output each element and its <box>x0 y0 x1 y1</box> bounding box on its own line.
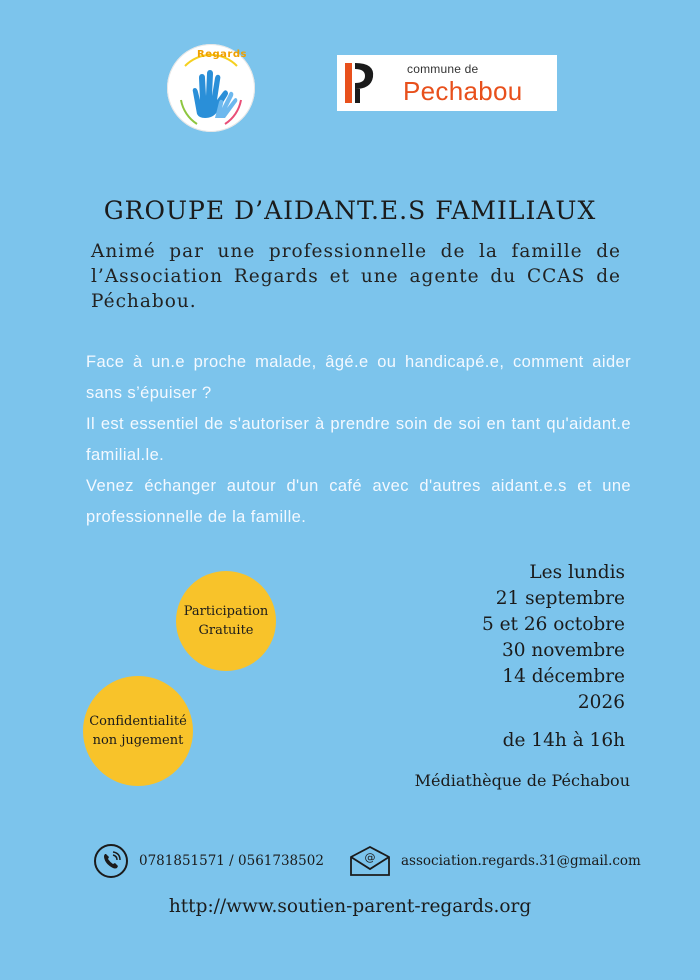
commune-name: Pechabou <box>403 76 523 106</box>
participation-badge <box>176 571 276 671</box>
body-paragraph: Face à un.e proche malade, âgé.e ou handicapé.e, comment aider sans s’épuiser ? <box>86 353 631 402</box>
regards-logo <box>167 44 255 132</box>
badge-text: Participation <box>183 604 269 619</box>
envelope-icon <box>349 845 391 877</box>
schedule-line: 14 décembre <box>502 666 625 687</box>
body-paragraph: Il est essentiel de s'autoriser à prendre soin de soi en tant qu'aidant.e familial.le. <box>86 415 631 464</box>
badge-text: Confidentialité <box>89 714 187 729</box>
email-link[interactable]: association.regards.31@gmail.com <box>401 853 641 869</box>
phone-numbers[interactable]: 0781851571 / 0561738502 <box>139 853 324 869</box>
phone-icon <box>93 843 129 879</box>
badge-text: Gratuite <box>198 623 254 638</box>
body-paragraph: Venez échanger autour d'un café avec d'autres aidant.e.s et une professionnelle de la famille. <box>86 477 631 526</box>
website-link[interactable]: http://www.soutien-parent-regards.org <box>168 896 532 917</box>
confidentiality-badge <box>83 676 193 786</box>
badge-text: non jugement <box>92 733 184 748</box>
schedule-hours: de 14h à 16h <box>502 730 625 751</box>
schedule-line: Les lundis <box>529 562 625 583</box>
pechabou-logo <box>337 55 557 111</box>
pechabou-mark-icon <box>343 59 377 107</box>
svg-text:@: @ <box>364 851 376 864</box>
subtitle: Animé par une professionnelle de la famille de l’Association Regards et une agente du CCAS de Péchabou. <box>91 241 621 312</box>
schedule-line: 2026 <box>577 692 625 713</box>
regards-logo-text: Regards <box>197 49 247 60</box>
commune-label: commune de <box>407 62 479 76</box>
schedule-line: 5 et 26 octobre <box>481 614 625 635</box>
schedule-dates <box>482 560 625 716</box>
schedule-line: 30 novembre <box>501 640 625 661</box>
venue: Médiathèque de Péchabou <box>414 771 630 790</box>
page-title: GROUPE D’AIDANT.E.S FAMILIAUX <box>103 196 597 225</box>
schedule-line: 21 septembre <box>495 588 625 609</box>
